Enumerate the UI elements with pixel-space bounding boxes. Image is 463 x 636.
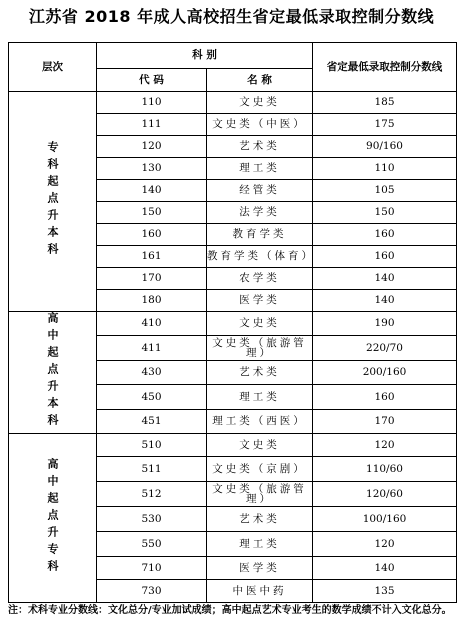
name-cell-text: 教育学类（体育） xyxy=(207,250,315,263)
code-cell xyxy=(97,507,207,532)
score-cell xyxy=(313,158,457,180)
header-name: 名 称 xyxy=(207,69,313,92)
score-cell xyxy=(313,385,457,409)
code-cell-text: 180 xyxy=(141,294,162,307)
name-cell-text: 医学类 xyxy=(239,561,280,574)
score-cell xyxy=(313,532,457,557)
code-cell-text: 512 xyxy=(141,487,162,500)
name-cell-text: 理工类（西医） xyxy=(212,415,307,428)
name-cell-text: 理工类 xyxy=(239,537,280,550)
score-cell-text: 120 xyxy=(374,438,395,451)
score-cell-text: 100/160 xyxy=(362,512,407,525)
code-cell-text: 160 xyxy=(141,228,162,241)
score-cell xyxy=(313,360,457,384)
score-cell xyxy=(313,557,457,580)
header-code: 代 码 xyxy=(97,69,207,92)
footnote: 注：术科专业分数线：文化总分/专业加试成绩；高中起点艺术专业考生的数学成绩不计入文化总分。 xyxy=(8,605,452,616)
name-cell xyxy=(207,434,313,457)
score-cell xyxy=(313,507,457,532)
code-cell xyxy=(97,290,207,312)
code-cell-text: 170 xyxy=(141,272,162,285)
code-cell-text: 510 xyxy=(141,438,162,451)
score-cell xyxy=(313,312,457,336)
score-cell xyxy=(313,268,457,290)
name-cell xyxy=(207,114,313,136)
score-cell-text: 110/60 xyxy=(366,462,403,475)
name-cell-text: 中医中药 xyxy=(232,584,287,597)
name-cell xyxy=(207,409,313,433)
code-cell-text: 130 xyxy=(141,162,162,175)
score-cell xyxy=(313,290,457,312)
code-cell xyxy=(97,246,207,268)
name-cell-text: 文史类（旅游管理） xyxy=(212,336,307,360)
code-cell xyxy=(97,268,207,290)
score-cell-text: 160 xyxy=(374,228,395,241)
code-cell xyxy=(97,180,207,202)
score-cell xyxy=(313,92,457,114)
name-cell-text: 医学类 xyxy=(239,294,280,307)
name-cell xyxy=(207,312,313,336)
score-cell xyxy=(313,202,457,224)
code-cell xyxy=(97,136,207,158)
score-cell-text: 150 xyxy=(374,206,395,219)
score-cell xyxy=(313,136,457,158)
score-cell-text: 90/160 xyxy=(366,140,403,153)
code-cell xyxy=(97,202,207,224)
name-cell-text: 教育学类 xyxy=(232,228,287,241)
name-cell xyxy=(207,336,313,360)
code-cell-text: 410 xyxy=(141,317,162,330)
score-cell-text: 140 xyxy=(374,272,395,285)
header-subject: 科 别 xyxy=(97,43,313,69)
table-row xyxy=(9,92,457,114)
table-row xyxy=(9,434,457,457)
header-level: 层次 xyxy=(9,43,97,92)
code-cell-text: 450 xyxy=(141,390,162,403)
score-cell xyxy=(313,409,457,433)
code-cell xyxy=(97,336,207,360)
name-cell-text: 艺术类 xyxy=(239,140,280,153)
name-cell xyxy=(207,92,313,114)
name-cell-text: 艺术类 xyxy=(239,366,280,379)
score-cell xyxy=(313,580,457,603)
score-cell-text: 135 xyxy=(374,584,395,597)
score-cell-text: 170 xyxy=(374,415,395,428)
name-cell xyxy=(207,507,313,532)
name-cell xyxy=(207,482,313,507)
code-cell-text: 710 xyxy=(141,561,162,574)
level-label: 专科起点升本科 xyxy=(46,141,59,260)
name-cell-text: 文史类（京剧） xyxy=(212,462,307,475)
name-cell-text: 文史类 xyxy=(239,317,280,330)
name-cell-text: 文史类（中医） xyxy=(212,118,307,131)
score-cell xyxy=(313,180,457,202)
page-title: 江苏省 2018 年成人高校招生省定最低录取控制分数线 xyxy=(28,7,435,26)
score-cell xyxy=(313,336,457,360)
score-cell xyxy=(313,114,457,136)
code-cell-text: 120 xyxy=(141,140,162,153)
name-cell xyxy=(207,532,313,557)
name-cell xyxy=(207,224,313,246)
score-cell xyxy=(313,457,457,482)
name-cell-text: 农学类 xyxy=(239,272,280,285)
score-cell xyxy=(313,224,457,246)
header-score: 省定最低录取控制分数线 xyxy=(313,43,457,92)
score-cell xyxy=(313,434,457,457)
score-cell-text: 105 xyxy=(374,184,395,197)
code-cell-text: 111 xyxy=(141,118,162,131)
score-cell-text: 160 xyxy=(374,250,395,263)
code-cell-text: 430 xyxy=(141,366,162,379)
score-cell-text: 200/160 xyxy=(362,366,407,379)
code-cell-text: 730 xyxy=(141,584,162,597)
level-cell xyxy=(9,434,97,603)
code-cell xyxy=(97,224,207,246)
code-cell xyxy=(97,557,207,580)
name-cell xyxy=(207,136,313,158)
table-row xyxy=(9,312,457,336)
level-label: 高中起点升本科 xyxy=(46,312,59,431)
code-cell-text: 530 xyxy=(141,512,162,525)
name-cell xyxy=(207,385,313,409)
name-cell-text: 理工类 xyxy=(239,162,280,175)
name-cell xyxy=(207,202,313,224)
code-cell xyxy=(97,457,207,482)
code-cell xyxy=(97,532,207,557)
score-cell-text: 220/70 xyxy=(366,341,403,354)
name-cell xyxy=(207,180,313,202)
name-cell-text: 文史类 xyxy=(239,96,280,109)
code-cell-text: 140 xyxy=(141,184,162,197)
name-cell xyxy=(207,557,313,580)
name-cell-text: 经管类 xyxy=(239,184,280,197)
code-cell-text: 110 xyxy=(141,96,162,109)
level-cell xyxy=(9,92,97,312)
name-cell xyxy=(207,290,313,312)
name-cell-text: 文史类 xyxy=(239,438,280,451)
code-cell-text: 411 xyxy=(141,341,162,354)
score-cell-text: 110 xyxy=(374,162,395,175)
score-cell-text: 175 xyxy=(374,118,395,131)
level-cell xyxy=(9,312,97,434)
score-table xyxy=(8,42,457,603)
score-cell-text: 160 xyxy=(374,390,395,403)
code-cell xyxy=(97,158,207,180)
score-cell xyxy=(313,246,457,268)
code-cell xyxy=(97,385,207,409)
code-cell xyxy=(97,92,207,114)
name-cell-text: 理工类 xyxy=(239,390,280,403)
name-cell xyxy=(207,360,313,384)
code-cell xyxy=(97,312,207,336)
level-label: 高中起点升专科 xyxy=(46,457,59,577)
score-cell-text: 185 xyxy=(374,96,395,109)
score-cell xyxy=(313,482,457,507)
score-cell-text: 140 xyxy=(374,294,395,307)
code-cell xyxy=(97,114,207,136)
code-cell-text: 511 xyxy=(141,462,162,475)
name-cell xyxy=(207,268,313,290)
score-cell-text: 120/60 xyxy=(366,487,403,500)
code-cell-text: 451 xyxy=(141,415,162,428)
code-cell xyxy=(97,360,207,384)
name-cell xyxy=(207,246,313,268)
score-cell-text: 120 xyxy=(374,537,395,550)
code-cell xyxy=(97,580,207,603)
name-cell xyxy=(207,580,313,603)
name-cell-text: 艺术类 xyxy=(239,512,280,525)
score-cell-text: 140 xyxy=(374,561,395,574)
code-cell xyxy=(97,409,207,433)
name-cell-text: 法学类 xyxy=(239,206,280,219)
name-cell xyxy=(207,158,313,180)
code-cell xyxy=(97,434,207,457)
code-cell-text: 550 xyxy=(141,537,162,550)
name-cell xyxy=(207,457,313,482)
name-cell-text: 文史类（旅游管理） xyxy=(212,482,307,505)
score-cell-text: 190 xyxy=(374,317,395,330)
code-cell-text: 161 xyxy=(141,250,162,263)
code-cell xyxy=(97,482,207,507)
code-cell-text: 150 xyxy=(141,206,162,219)
